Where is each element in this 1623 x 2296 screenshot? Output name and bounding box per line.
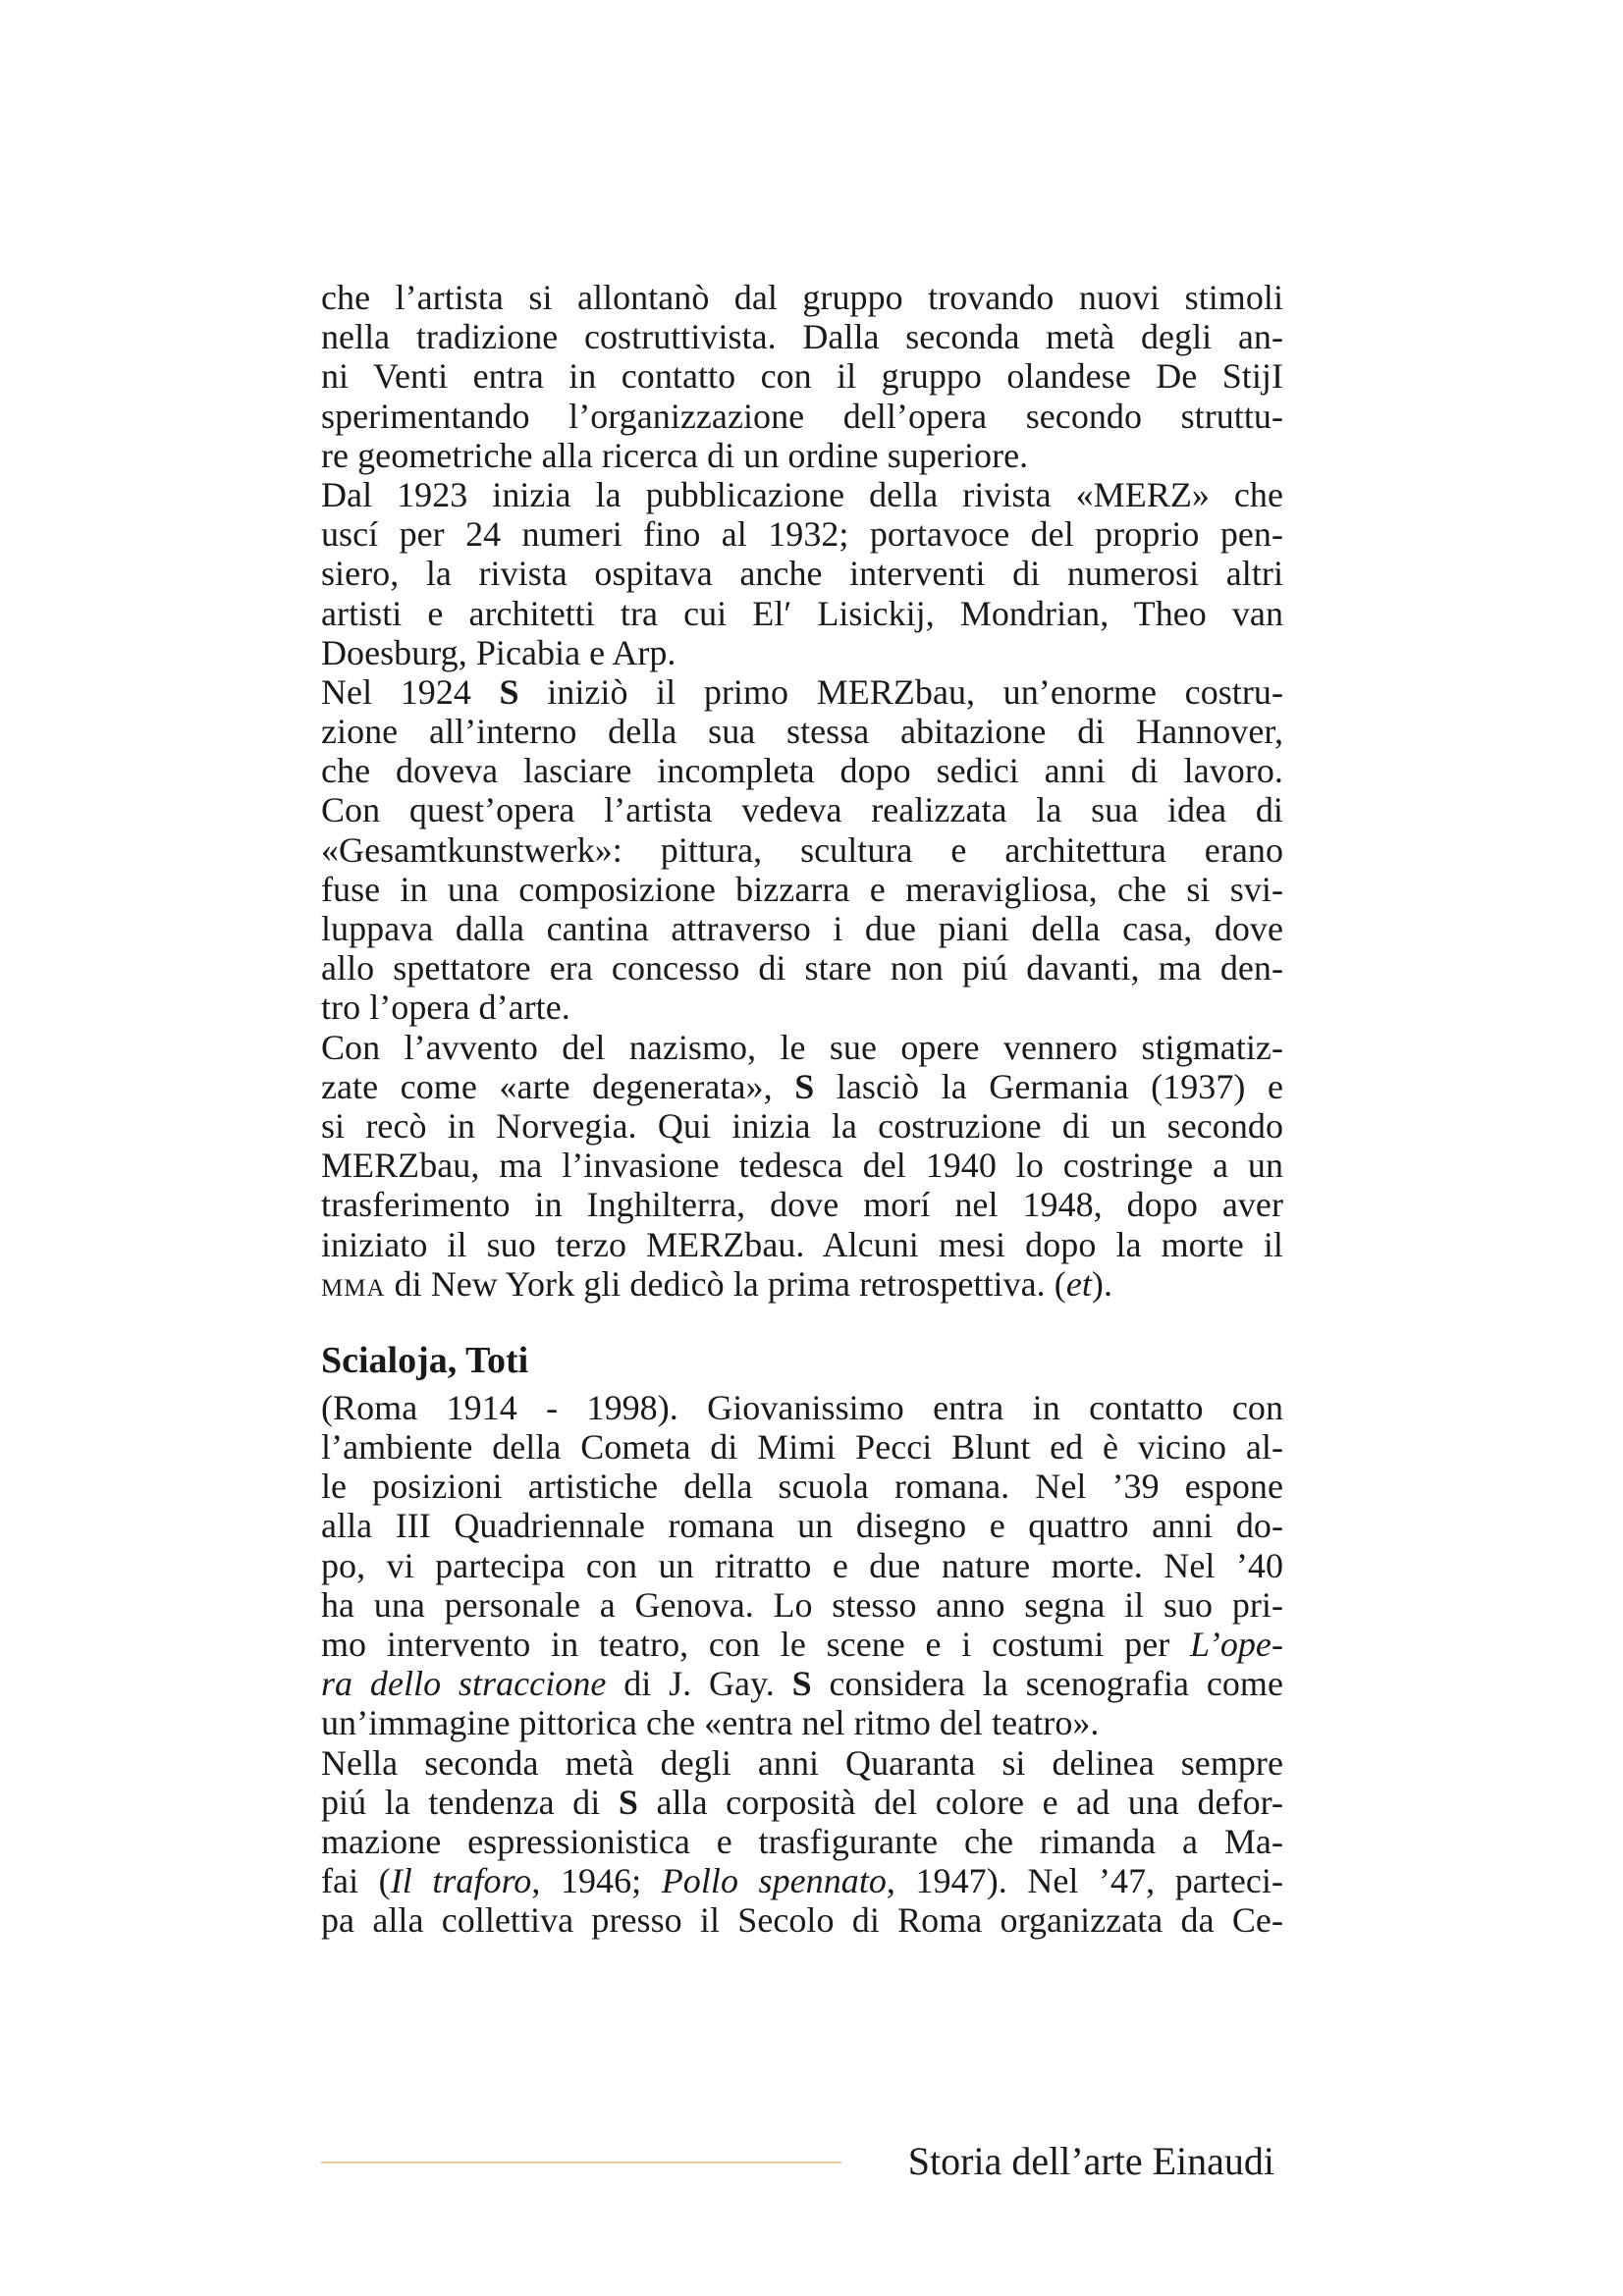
text-line: un’immagine pittorica che «entra nel ritmo del teatro».: [321, 1703, 1100, 1743]
text-line: pa alla collettiva presso il Secolo di Roma organizzata da Ce-: [321, 1900, 1283, 1941]
artist-initial: S: [499, 671, 519, 712]
text-line: [321, 1264, 1283, 1304]
text-run: mo intervento in teatro, con le scene e i costumi per: [321, 1625, 1191, 1664]
museum-abbreviation: mma: [321, 1263, 386, 1304]
text-line: alla III Quadriennale romana un disegno e quattro anni do-: [321, 1506, 1283, 1546]
text-run: di J. Gay.: [606, 1664, 792, 1704]
entry-heading: Scialoja, Toti: [321, 1339, 529, 1381]
text-line: tro l’opera d’arte.: [321, 988, 570, 1028]
footer-title: Storia dell’arte Einaudi: [907, 2139, 1274, 2183]
text-line: si recò in Norvegia. Qui inizia la costruzione di un secondo: [321, 1105, 1283, 1146]
text-line: Doesburg, Picabia e Arp.: [321, 632, 676, 672]
text-line: po, vi partecipa con un ritratto e due nature morte. Nel ’40: [321, 1545, 1283, 1585]
text-line: MERZbau, ma l’invasione tedesca del 1940 lo costringe a un: [321, 1146, 1283, 1186]
work-title: L’ope-: [1190, 1625, 1283, 1664]
text-line: [321, 1783, 1283, 1822]
text-line: nella tradizione costruttivista. Dalla seconda metà degli an-: [321, 317, 1283, 357]
text-line: [321, 1861, 1283, 1900]
text-line: mazione espressionistica e trasfigurante che rimanda a Ma-: [321, 1821, 1283, 1861]
text-line: Con l’avvento del nazismo, le sue opere vennero stigmatiz-: [321, 1027, 1283, 1067]
text-line: le posizioni artistiche della scuola romana. Nel ’39 espone: [321, 1467, 1283, 1507]
text-line: «Gesamtkunstwerk»: pittura, scultura e architettura erano: [321, 829, 1283, 870]
artist-initial: S: [794, 1066, 815, 1106]
text-run: zate come «arte degenerata»,: [321, 1066, 795, 1106]
work-title: Il traforo: [390, 1861, 532, 1901]
text-run: fai (: [321, 1861, 391, 1901]
text-line: artisti e architetti tra cui El′ Lisickij, Mondrian, Theo van: [321, 593, 1283, 633]
text-line: allo spettatore era concesso di stare non piú davanti, ma den-: [321, 948, 1283, 988]
work-title: Pollo spennato: [661, 1861, 887, 1901]
text-line: l’ambiente della Cometa di Mimi Pecci Blunt ed è vicino al-: [321, 1427, 1283, 1468]
text-line: trasferimento in Inghilterra, dove morí nel 1948, dopo aver: [321, 1185, 1283, 1225]
text-line: Con quest’opera l’artista vedeva realizzata la sua idea di: [321, 790, 1283, 830]
text-run: , 1947). Nel ’47, parteci-: [886, 1861, 1284, 1901]
text-run: ).: [1091, 1263, 1113, 1304]
text-line: luppava dalla cantina attraverso i due piani della casa, dove: [321, 909, 1283, 948]
text-line: zione all’interno della sua stessa abitazione di Hannover,: [321, 712, 1283, 752]
artist-initial: S: [791, 1664, 812, 1704]
text-line: ni Venti entra in contatto con il gruppo olandese De StijI: [321, 356, 1283, 397]
text-line: Dal 1923 inizia la pubblicazione della rivista «MERZ» che: [321, 474, 1283, 514]
text-run: di New York gli dedicò la prima retrospettiva. (: [385, 1263, 1066, 1304]
text-line: [321, 1664, 1283, 1703]
text-line: iniziato il suo terzo MERZbau. Alcuni mesi dopo la morte il: [321, 1224, 1283, 1264]
footer-rule: [321, 2162, 841, 2163]
text-run: , 1946;: [531, 1861, 662, 1901]
author-initials: et: [1065, 1263, 1092, 1304]
artist-initial: S: [618, 1782, 638, 1822]
text-line: Nella seconda metà degli anni Quaranta si delinea sempre: [321, 1742, 1283, 1783]
text-run: piú la tendenza di: [321, 1782, 619, 1822]
text-line: [321, 1067, 1283, 1106]
work-title: ra dello straccione: [321, 1664, 607, 1704]
text-run: Nel 1924: [321, 671, 500, 712]
article-body: [321, 278, 1283, 1941]
text-line: fuse in una composizione bizzarra e meravigliosa, che si svi-: [321, 869, 1283, 909]
text-run: alla corposità del colore e ad una defor-: [637, 1782, 1283, 1822]
text-run: considera la scenografia come: [811, 1664, 1283, 1704]
text-line: ha una personale a Genova. Lo stesso anno segna il suo pri-: [321, 1584, 1283, 1625]
text-line: [321, 672, 1283, 712]
text-line: che l’artista si allontanò dal gruppo trovando nuovi stimoli: [321, 278, 1283, 317]
text-run: lasciò la Germania (1937) e: [814, 1066, 1283, 1106]
text-line: (Roma 1914 - 1998). Giovanissimo entra in contatto con: [321, 1387, 1283, 1427]
text-line: [321, 1625, 1283, 1664]
text-line: siero, la rivista ospitava anche interventi di numerosi altri: [321, 554, 1283, 594]
text-run: iniziò il primo MERZbau, un’enorme costru-: [518, 671, 1283, 712]
text-line: uscí per 24 numeri fino al 1932; portavoce del proprio pen-: [321, 514, 1283, 555]
text-line: re geometriche alla ricerca di un ordine superiore.: [321, 435, 1029, 475]
text-line: sperimentando l’organizzazione dell’opera secondo struttu-: [321, 396, 1283, 436]
text-line: che doveva lasciare incompleta dopo sedici anni di lavoro.: [321, 751, 1283, 791]
